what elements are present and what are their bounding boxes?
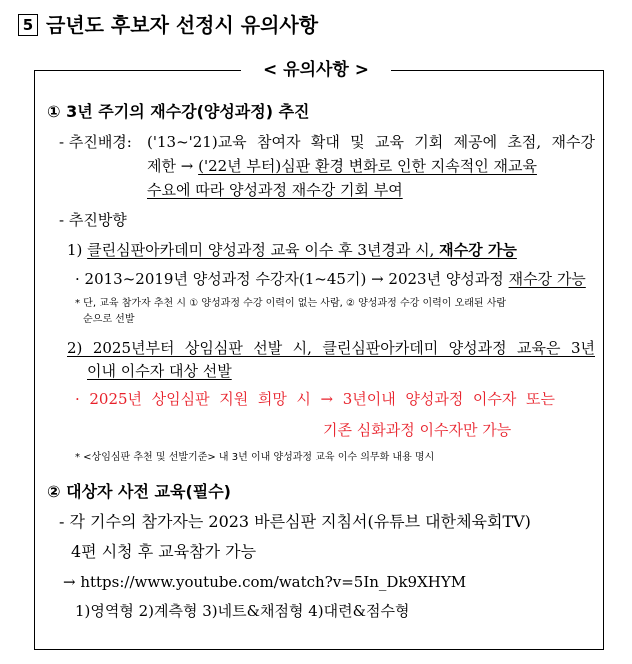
direction-1-bullet-text: · 2013~2019년 양성과정 수강자(1~45기) → 2023년 양성과정 [75, 270, 509, 288]
background-line1: ('13~'21)교육 참여자 확대 및 교육 기회 제공에 초점, 재수강 [147, 133, 595, 151]
background-line2-prefix: 제한 → [147, 157, 199, 175]
direction-1-prefix: 1) [67, 241, 88, 259]
section-heading [18, 12, 318, 38]
direction-1-note-line1: * 단, 교육 참가자 추천 시 ① 양성과정 수강 이력이 없는 사람, ② 양성과정 수강 이력이 오래된 사람 [75, 298, 507, 309]
direction-2-red-line1: · 2025년 상임심판 지원 희망 시 → 3년이내 양성과정 이수자 또는 [75, 390, 555, 408]
item2-line2: 4편 시청 후 교육참가 가능 [71, 542, 257, 561]
background-line2-underlined: ('22년 부터)심판 환경 변화로 인한 지속적인 재교육 [198, 157, 537, 175]
section-title: 금년도 후보자 선정시 유의사항 [46, 13, 319, 37]
background-line3: 수요에 따라 양성과정 재수강 기회 부여 [147, 181, 403, 199]
direction-2-note: * <상임심판 추천 및 선발기준> 내 3년 이내 양성과정 교육 이수 의무화 내용 명시 [75, 452, 435, 463]
direction-1-bullet [75, 268, 586, 290]
direction-1-note-line2: 순으로 선발 [83, 314, 135, 325]
item2-line1: - 각 기수의 참가자는 2023 바른심판 지침서(유튜브 대한체육회TV) [59, 512, 531, 531]
youtube-link[interactable]: → https://www.youtube.com/watch?v=5In_Dk9XHYM [63, 573, 467, 591]
item1-title: ① 3년 주기의 재수강(양성과정) 추진 [47, 102, 310, 121]
background-line2 [147, 155, 537, 177]
direction-2-red-line2: 기존 심화과정 이수자만 가능 [323, 421, 512, 439]
item2-title: ② 대상자 사전 교육(필수) [47, 482, 231, 501]
background-label: - 추진배경: [59, 133, 132, 151]
direction-label: - 추진방향 [59, 211, 127, 229]
video-list: 1)영역형 2)계측형 3)네트&채점형 4)대련&점수형 [75, 602, 410, 620]
direction-1-bullet-underlined: 재수강 가능 [508, 270, 586, 288]
direction-1 [67, 239, 517, 261]
direction-1-underlined: 클린심판아카데미 양성과정 교육 이수 후 3년경과 시, [87, 241, 440, 259]
direction-2-line2: 이내 이수자 대상 선발 [87, 362, 232, 380]
direction-2-line1: 2) 2025년부터 상임심판 선발 시, 클린심판아카데미 양성과정 교육은 3년 [67, 339, 595, 357]
notice-box [34, 60, 604, 650]
section-number: 5 [18, 14, 38, 36]
direction-1-bold: 재수강 가능 [439, 241, 517, 259]
notice-box-title: < 유의사항 > [241, 57, 391, 83]
